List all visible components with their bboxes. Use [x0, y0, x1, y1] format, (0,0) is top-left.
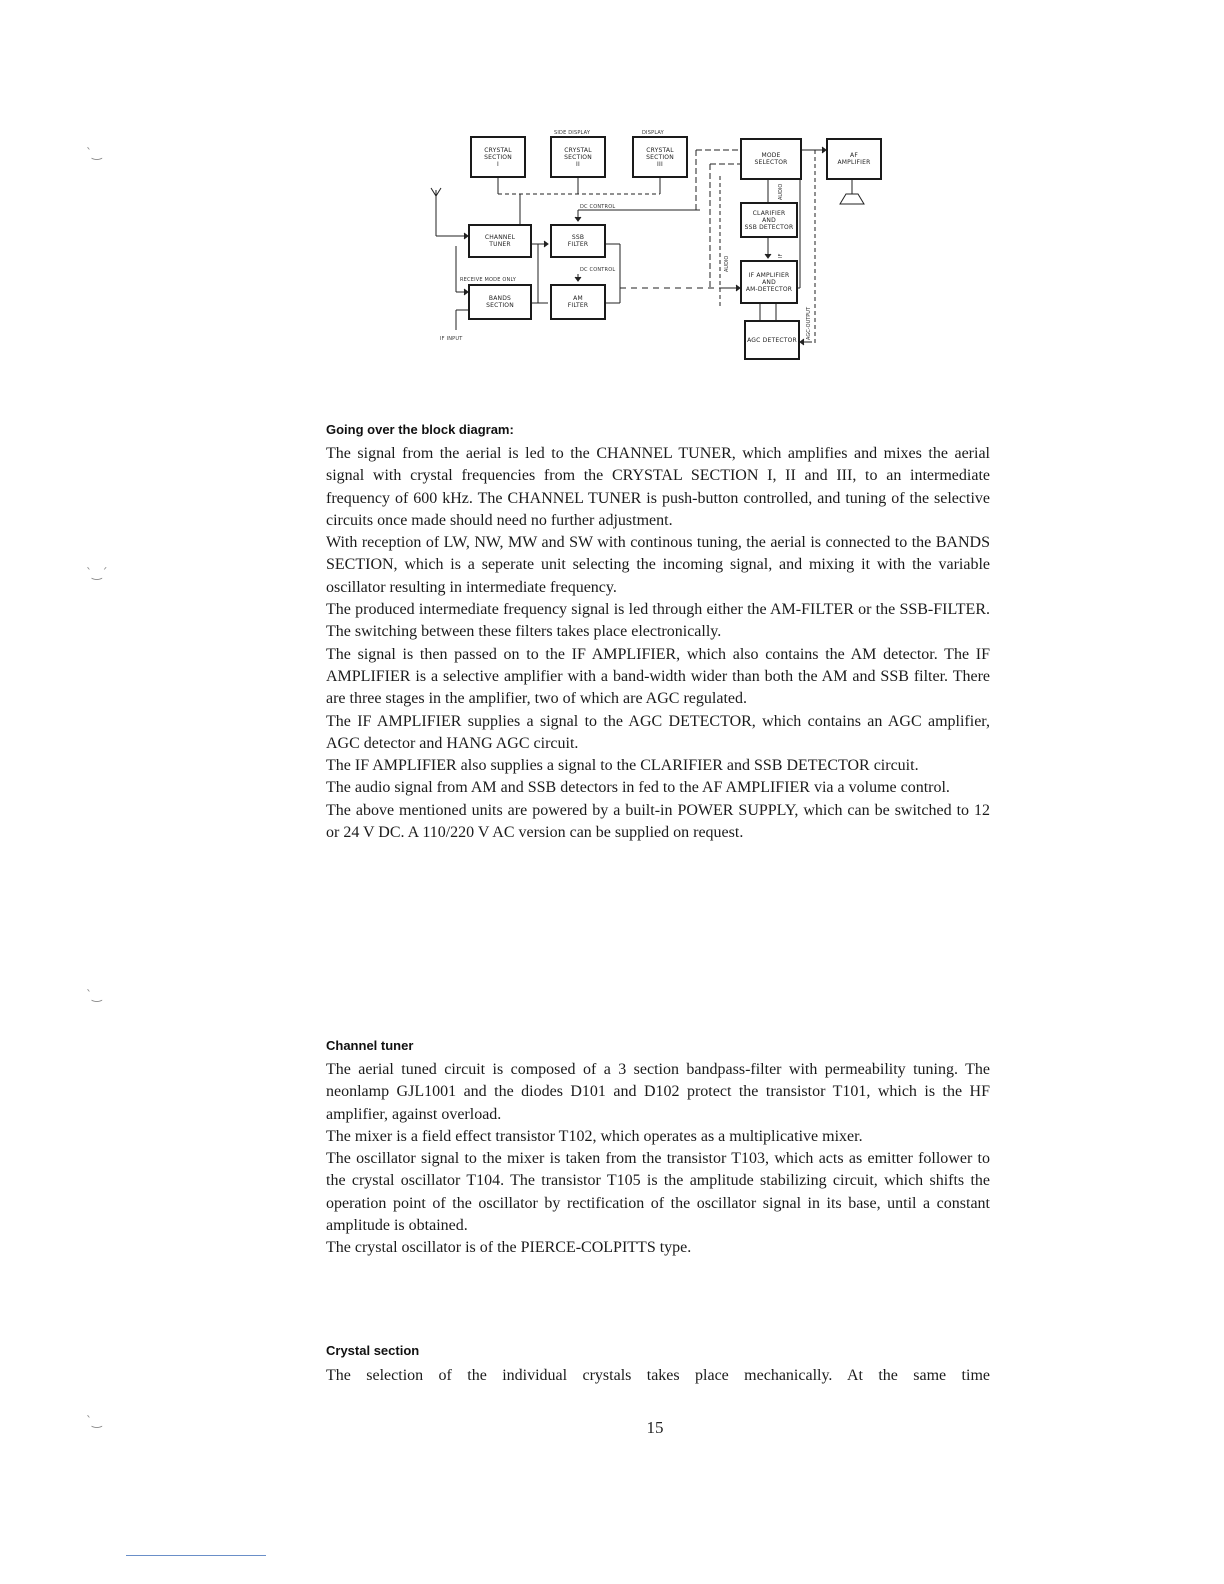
mode-selector-block: MODE SELECTOR [740, 138, 802, 180]
paragraph: The produced intermediate frequency signal is led through either the AM-FILTER or the SSB-FILTER. The switching between these filters takes place electronically. [326, 601, 990, 641]
dc-control-label-2: DC CONTROL [580, 267, 616, 273]
paragraph: The IF AMPLIFIER also supplies a signal to the CLARIFIER and SSB DETECTOR circuit. [326, 757, 919, 775]
display-label: DISPLAY [642, 130, 664, 136]
if-label: IF [778, 253, 784, 258]
paragraph: The signal is then passed on to the IF AMPLIFIER, which also contains the AM detector. The IF AMPLIFIER is a selective amplifier with a band-width wider than both the AM and SSB filter. There are three stages in the amplifier, two of which are AGC regulated. [326, 645, 990, 708]
agc-detector-block: AGC DETECTOR [744, 320, 800, 360]
scan-edge-line [126, 1555, 266, 1556]
am-filter-block: AM FILTER [550, 284, 606, 320]
bands-section-block: BANDS SECTION [468, 284, 532, 320]
paragraph: The above mentioned units are powered by a built-in POWER SUPPLY, which can be switched to 12 or 24 V DC. A 110/220 V AC version can be supplied on request. [326, 801, 990, 842]
page-number: 15 [646, 1418, 664, 1437]
paragraph: The aerial tuned circuit is composed of a 3 section bandpass-filter with permeability tuning. The neonlamp GJL1001 and the diodes D101 and D102 protect the transistor T101, which is the HF amplifier, against overload. [326, 1061, 990, 1123]
section-heading-crystal-section: Crystal section [326, 1343, 420, 1358]
paragraph: The IF AMPLIFIER supplies a signal to the AGC DETECTOR, which contains an AGC amplifier, AGC detector and HANG AGC circuit. [326, 712, 990, 752]
scan-mark: ˋ‿ [86, 146, 102, 160]
clarifier-block: CLARIFIER AND SSB DETECTOR [740, 202, 798, 238]
if-amplifier-block: IF AMPLIFIER AND AM-DETECTOR [740, 260, 798, 304]
crystal-section-2-block: CRYSTAL SECTION II [550, 136, 606, 178]
block-diagram-text [326, 443, 990, 844]
crystal-section-3-block: CRYSTAL SECTION III [632, 136, 688, 178]
section-heading-channel-tuner: Channel tuner [326, 1038, 414, 1053]
if-input-label: IF INPUT [440, 336, 463, 342]
paragraph: With reception of LW, NW, MW and SW with continous tuning, the aerial is connected to the BANDS SECTION, which is a seperate unit selecting the incoming signal, and mixing it with the variable oscillator resulting in intermediate frequency. [326, 534, 990, 596]
scan-mark: ˋ‿ˊ [86, 566, 108, 580]
agc-output-label: AGC-OUTPUT [806, 306, 812, 340]
block-diagram [420, 128, 890, 368]
receive-mode-label: RECEIVE MODE ONLY [460, 277, 517, 283]
paragraph: The oscillator signal to the mixer is taken from the transistor T103, which acts as emitter follower to the crystal oscillator T104. The transistor T105 is the amplitude stabilizing circuit, which shifts the operation point of the oscillator by rectification of the oscillator signal in its base, until a constant amplitude is obtained. [326, 1150, 990, 1235]
af-amplifier-block: AF AMPLIFIER [826, 138, 882, 180]
scan-mark: ˋ‿ [86, 988, 102, 1002]
channel-tuner-text [326, 1059, 990, 1260]
scan-mark: ˋ‿ [86, 1414, 102, 1428]
paragraph: The selection of the individual crystals takes place mechanically. At the same time [326, 1367, 990, 1384]
paragraph: The signal from the aerial is led to the CHANNEL TUNER, which amplifies and mixes the aerial signal with crystal frequencies from the CRYSTAL SECTION I, II and III, to an intermediate frequency of 600 kHz. The CHANNEL TUNER is push-button controlled, and tuning of the selective circuits once made should need no further adjustment. [326, 445, 990, 529]
crystal-section-1-block: CRYSTAL SECTION I [470, 136, 526, 178]
audio-label-1: AUDIO [724, 255, 730, 272]
section-heading-block-diagram: Going over the block diagram: [326, 422, 514, 437]
paragraph: The audio signal from AM and SSB detectors in fed to the AF AMPLIFIER via a volume control. [326, 779, 950, 797]
paragraph: The mixer is a field effect transistor T102, which operates as a multiplicative mixer. [326, 1127, 863, 1145]
side-display-label: SIDE DISPLAY [554, 130, 591, 136]
audio-label-2: AUDIO [778, 183, 784, 200]
paragraph: The crystal oscillator is of the PIERCE-COLPITTS type. [326, 1239, 692, 1257]
crystal-section-text [326, 1365, 990, 1387]
ssb-filter-block: SSB FILTER [550, 224, 606, 258]
dc-control-label-1: DC CONTROL [580, 204, 616, 210]
channel-tuner-block: CHANNEL TUNER [468, 224, 532, 258]
